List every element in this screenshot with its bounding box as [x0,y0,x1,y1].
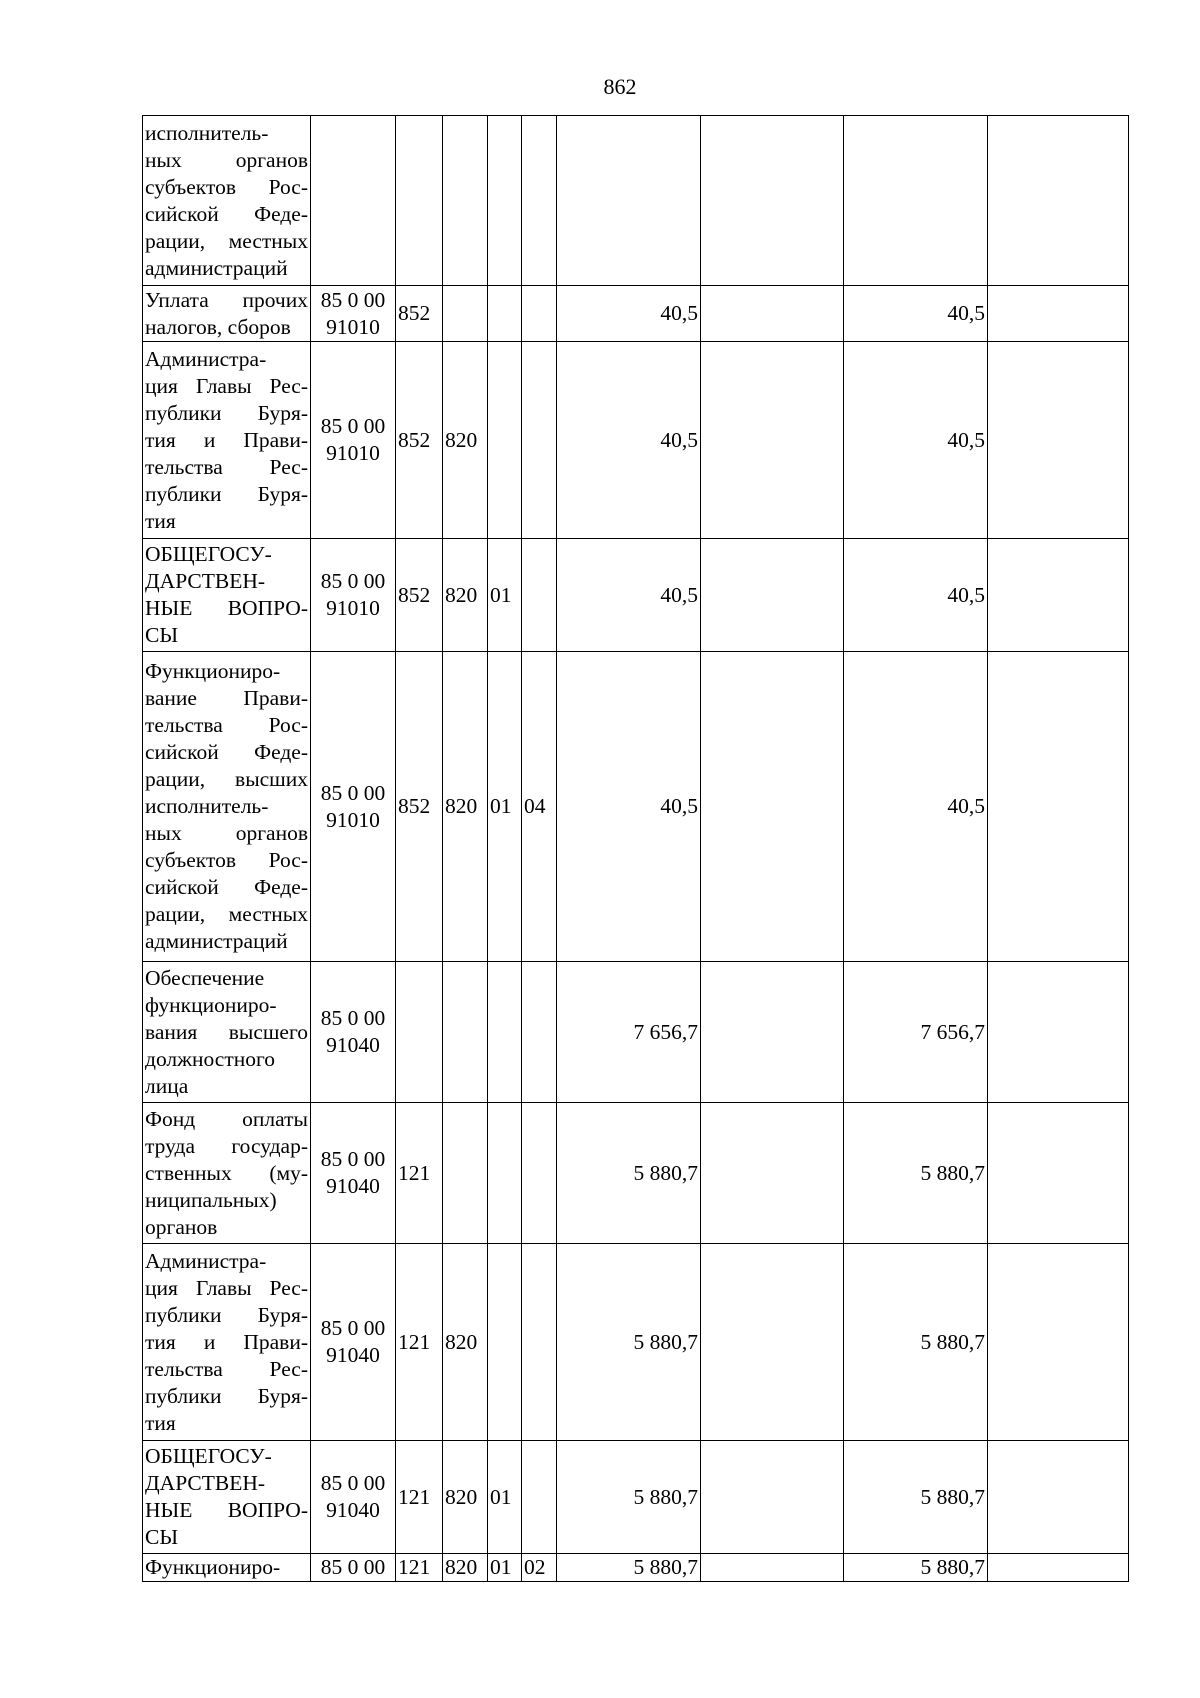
amount-cell [701,539,844,652]
row-name-cell [143,962,311,1103]
expense-type-cell: 121 [396,1103,443,1244]
table-row [143,1554,1129,1582]
row-name-line: рации, высших [145,767,308,791]
row-name-line: вания высшего [145,1019,308,1044]
table-row [143,1244,1129,1441]
table-row [143,116,1129,286]
amount-cell [557,116,701,286]
table-row [143,652,1129,962]
subsection-cell [522,539,557,652]
expense-type-cell: 121 [396,1554,443,1582]
row-name-line: тия [145,1410,176,1435]
amount-cell: 5 880,7 [844,1244,988,1441]
admin-code-cell: 820 [443,1441,488,1554]
section-cell: 01 [488,652,522,962]
admin-code-cell: 820 [443,1554,488,1582]
amount-cell [988,652,1129,962]
amount-cell: 5 880,7 [844,1103,988,1244]
admin-code-cell: 820 [443,342,488,539]
amount-cell [988,116,1129,286]
section-cell [488,286,522,342]
subsection-cell: 02 [522,1554,557,1582]
row-name-line: Обеспечение [145,965,265,990]
row-name-cell [143,1554,311,1582]
amount-cell: 40,5 [844,342,988,539]
amount-cell: 5 880,7 [844,1554,988,1582]
section-cell: 01 [488,539,522,652]
amount-cell: 5 880,7 [557,1103,701,1244]
row-name-line: ОБЩЕГОСУ- [145,542,272,566]
section-cell [488,342,522,539]
row-name-line: публики Буря- [145,481,308,506]
row-name-cell [143,1103,311,1244]
row-name-line: вание Прави- [145,686,308,710]
row-name-line: тия и Прави- [145,1329,308,1354]
subsection-cell [522,286,557,342]
amount-cell [988,286,1129,342]
amount-cell [988,539,1129,652]
row-name-line: рации, местных [145,902,308,926]
amount-cell: 5 880,7 [557,1244,701,1441]
row-name-line: труда государ- [145,1133,308,1158]
row-name-cell [143,652,311,962]
row-name-line: субъектов Рос- [145,848,308,872]
amount-cell [988,1103,1129,1244]
amount-cell: 5 880,7 [844,1441,988,1554]
amount-cell [988,962,1129,1103]
target-article-cell [311,116,396,286]
section-cell: 01 [488,1441,522,1554]
amount-cell: 40,5 [844,286,988,342]
row-name-cell [143,286,311,342]
amount-cell [701,652,844,962]
target-article-cell: 85 0 00 91010 [311,342,396,539]
row-name-line: субъектов Рос- [145,174,308,199]
row-name-line: сийской Феде- [145,740,308,764]
target-article-cell: 85 0 00 91010 [311,652,396,962]
amount-cell: 40,5 [557,652,701,962]
row-name-line: публики Буря- [145,1302,308,1327]
subsection-cell [522,342,557,539]
amount-cell [988,1244,1129,1441]
row-name-line: рации, местных [145,228,308,253]
admin-code-cell [443,962,488,1103]
row-name-line: ных органов [145,821,308,845]
amount-cell: 40,5 [844,539,988,652]
amount-cell: 40,5 [557,539,701,652]
row-name-line: СЫ [145,1525,179,1549]
row-name-line: тельства Рос- [145,713,308,737]
row-name-line: ция Главы Рес- [145,373,308,398]
amount-cell: 40,5 [557,342,701,539]
page-number: 862 [603,74,637,99]
amount-cell: 40,5 [844,652,988,962]
admin-code-cell [443,116,488,286]
row-name-line: исполнитель- [145,120,269,145]
row-name-line: сийской Феде- [145,875,308,899]
row-name-cell [143,342,311,539]
row-name-line: тия [145,508,176,533]
row-name-line: ных органов [145,147,308,172]
section-cell [488,962,522,1103]
expense-type-cell [396,962,443,1103]
expense-type-cell [396,116,443,286]
expense-type-cell: 852 [396,286,443,342]
row-name-line: Администра- [145,1248,267,1273]
target-article-cell: 85 0 00 91010 [311,539,396,652]
row-name-line: сийской Феде- [145,201,308,226]
table-row [143,286,1129,342]
table-row [143,539,1129,652]
amount-cell [988,1441,1129,1554]
expense-type-cell: 852 [396,539,443,652]
row-name-cell [143,539,311,652]
section-cell [488,1244,522,1441]
target-article-cell: 85 0 00 [311,1554,396,1582]
table-row [143,1103,1129,1244]
section-cell [488,116,522,286]
amount-cell: 7 656,7 [844,962,988,1103]
row-name-line: СЫ [145,623,179,647]
table-body [143,116,1129,1582]
row-name-line: Администра- [145,346,267,371]
row-name-line: ОБЩЕГОСУ- [145,1444,272,1468]
expense-type-cell: 852 [396,342,443,539]
row-name-line: органов [145,1214,218,1239]
table-row [143,342,1129,539]
amount-cell [701,1441,844,1554]
row-name-line: публики Буря- [145,400,308,425]
admin-code-cell [443,1103,488,1244]
row-name-cell [143,116,311,286]
row-name-line: ниципальных) [145,1187,277,1212]
amount-cell [988,342,1129,539]
table-row [143,962,1129,1103]
admin-code-cell: 820 [443,652,488,962]
subsection-cell: 04 [522,652,557,962]
row-name-line: тельства Рес- [145,454,308,479]
row-name-line: Функциониро- [145,1555,281,1579]
row-name-line: администраций [145,255,288,280]
row-name-line: Уплата прочих [145,287,308,312]
section-cell [488,1103,522,1244]
table-row [143,1441,1129,1554]
row-name-line: Фонд оплаты [145,1106,308,1131]
row-name-line: тия и Прави- [145,427,308,452]
amount-cell [701,1244,844,1441]
row-name-line: тельства Рес- [145,1356,308,1381]
amount-cell [701,1103,844,1244]
subsection-cell [522,962,557,1103]
row-name-line: исполнитель- [145,794,269,818]
amount-cell: 7 656,7 [557,962,701,1103]
amount-cell [701,962,844,1103]
admin-code-cell: 820 [443,539,488,652]
subsection-cell [522,116,557,286]
row-name-line: ДАРСТВЕН- [145,569,266,593]
row-name-line: НЫЕ ВОПРО- [145,1498,308,1522]
budget-table [142,115,1129,1582]
target-article-cell: 85 0 00 91040 [311,1441,396,1554]
row-name-line: должностного [145,1046,276,1071]
row-name-line: НЫЕ ВОПРО- [145,596,308,620]
row-name-line: ДАРСТВЕН- [145,1471,266,1495]
target-article-cell: 85 0 00 91040 [311,1244,396,1441]
target-article-cell: 85 0 00 91010 [311,286,396,342]
amount-cell [701,1554,844,1582]
expense-type-cell: 852 [396,652,443,962]
target-article-cell: 85 0 00 91040 [311,1103,396,1244]
subsection-cell [522,1441,557,1554]
row-name-line: налогов, сборов [145,314,291,339]
amount-cell [701,116,844,286]
row-name-line: функциониро- [145,992,277,1017]
row-name-line: администраций [145,929,288,953]
row-name-line: Функциониро- [145,659,281,683]
amount-cell: 5 880,7 [557,1554,701,1582]
amount-cell: 5 880,7 [557,1441,701,1554]
amount-cell: 40,5 [557,286,701,342]
admin-code-cell [443,286,488,342]
admin-code-cell: 820 [443,1244,488,1441]
expense-type-cell: 121 [396,1244,443,1441]
amount-cell [701,286,844,342]
target-article-cell: 85 0 00 91040 [311,962,396,1103]
subsection-cell [522,1103,557,1244]
amount-cell [844,116,988,286]
section-cell: 01 [488,1554,522,1582]
row-name-cell [143,1244,311,1441]
amount-cell [701,342,844,539]
amount-cell [988,1554,1129,1582]
row-name-line: ция Главы Рес- [145,1275,308,1300]
row-name-line: лица [145,1073,189,1098]
expense-type-cell: 121 [396,1441,443,1554]
subsection-cell [522,1244,557,1441]
row-name-cell [143,1441,311,1554]
row-name-line: ственных (му- [145,1160,308,1185]
row-name-line: публики Буря- [145,1383,308,1408]
